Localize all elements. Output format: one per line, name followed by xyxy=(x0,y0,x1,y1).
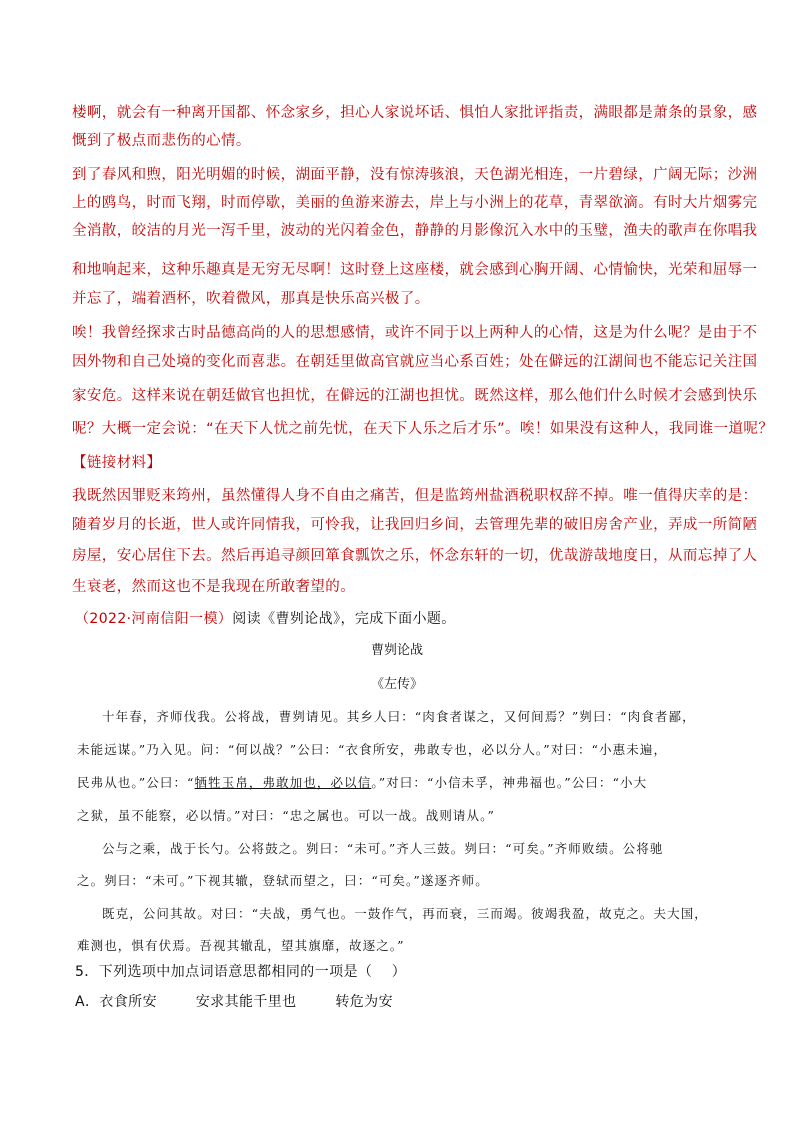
passage-text: 。”对曰：“小信未孚，神弗福也。”公曰：“小大 xyxy=(371,775,648,790)
question-stem: 5．下列选项中加点词语意思都相同的一项是（ ） xyxy=(75,964,407,980)
translation-line: 因外物和自己处境的变化而喜悲。在朝廷里做高官就应当心系百姓；处在僻远的江湖间也不能忘记关注国 xyxy=(72,354,758,370)
translation-line: 慨到了极点而悲伤的心情。 xyxy=(72,133,251,149)
passage-line: 之。刿曰：“未可。”下视其辙，登轼而望之，曰：“可矣。”遂逐齐师。 xyxy=(77,873,489,888)
link-material-line: 生衰老，然而这也不是我现在所敢奢望的。 xyxy=(72,579,356,595)
passage-title: 曹刿论战 xyxy=(370,643,423,658)
translation-line: 楼啊，就会有一种离开国都、怀念家乡，担心人家说坏话、惧怕人家批评指责，满眼都是萧条的景象，感 xyxy=(72,105,758,121)
translation-line: 和地响起来，这种乐趣真是无穷无尽啊！这时登上这座楼，就会感到心胸开阔、心情愉快，光荣和屈辱一 xyxy=(72,262,758,278)
passage-line xyxy=(77,774,647,792)
source-instruction: 阅读《曹刿论战》，完成下面小题。 xyxy=(232,611,456,627)
passage-line: 既克，公问其故。对曰：“夫战，勇气也。一鼓作气，再而衰，三而竭。彼竭我盈，故克之。夫大国， xyxy=(102,906,708,921)
passage-text: 民弗从也。”公曰：“ xyxy=(77,775,195,790)
exam-source-tag: （2022·河南信阳一模） xyxy=(75,611,233,627)
link-material-line: 房屋，安心居住下去。然后再追寻颜回箪食瓢饮之乐，怀念东轩的一切，优哉游哉地度日，从而忘掉了人 xyxy=(72,548,758,564)
passage-line: 十年春，齐师伐我。公将战，曹刿请见。其乡人曰：“肉食者谋之，又何间焉？”刿曰：“肉食者鄙， xyxy=(102,709,696,724)
translation-line: 全消散，皎洁的月光一泻千里，波动的光闪着金色，静静的月影像沉入水中的玉璧，渔夫的歌声在你唱我 xyxy=(72,223,758,239)
translation-line: 唉！我曾经探求古时品德高尚的人的思想感情，或许不同于以上两种人的心情，这是为什么呢？是由于不 xyxy=(72,325,758,341)
link-material-line: 我既然因罪贬来筠州，虽然懂得人身不自由之痛苦，但是监筠州盐酒税职权辞不掉。唯一值得庆幸的是： xyxy=(72,488,758,504)
underlined-sentence: 牺牲玉帛，弗敢加也，必以信 xyxy=(194,775,372,790)
link-material-heading: 【链接材料】 xyxy=(72,455,162,471)
passage-source: 《左传》 xyxy=(370,677,423,692)
translation-line: 呢？大概一定会说：“在天下人忧之前先忧，在天下人乐之后才乐”。唉！如果没有这种人，我同谁一道呢？ xyxy=(72,421,774,437)
passage-line: 公与之乘，战于长勺。公将鼓之。刿曰：“未可。”齐人三鼓。刿曰：“可矣。”齐师败绩。公将驰 xyxy=(102,841,664,856)
passage-line: 未能远谋。”乃入见。问：“何以战？”公曰：“衣食所安，弗敢专也，必以分人。”对曰：“小惠未遍， xyxy=(77,742,668,757)
link-material-line: 随着岁月的长逝，世人或许同情我，可怜我，让我回归乡间，去管理先辈的破旧房舍产业，弄成一所简陋 xyxy=(72,517,758,533)
translation-line: 并忘了，端着酒杯，吹着微风，那真是快乐高兴极了。 xyxy=(72,291,430,307)
translation-line: 上的鸥鸟，时而飞翔，时而停歇，美丽的鱼游来游去，岸上与小洲上的花草，青翠欲滴。有时大片烟雾完 xyxy=(72,195,758,211)
passage-line: 之狱，虽不能察，必以情。”对曰：“忠之属也。可以一战。战则请从。” xyxy=(77,808,495,823)
option-a: A．衣食所安 安求其能千里也 转危为安 xyxy=(75,994,393,1010)
question-source xyxy=(75,609,456,629)
translation-line: 家安危。这样来说在朝廷做官也担忧，在僻远的江湖也担忧。既然这样，那么他们什么时候才会感到快乐 xyxy=(72,388,758,404)
translation-line: 到了春风和煦，阳光明媚的时候，湖面平静，没有惊涛骇浪，天色湖光相连，一片碧绿，广阔无际；沙洲 xyxy=(72,167,758,183)
passage-line: 难测也，惧有伏焉。吾视其辙乱，望其旗靡，故逐之。” xyxy=(77,938,405,953)
